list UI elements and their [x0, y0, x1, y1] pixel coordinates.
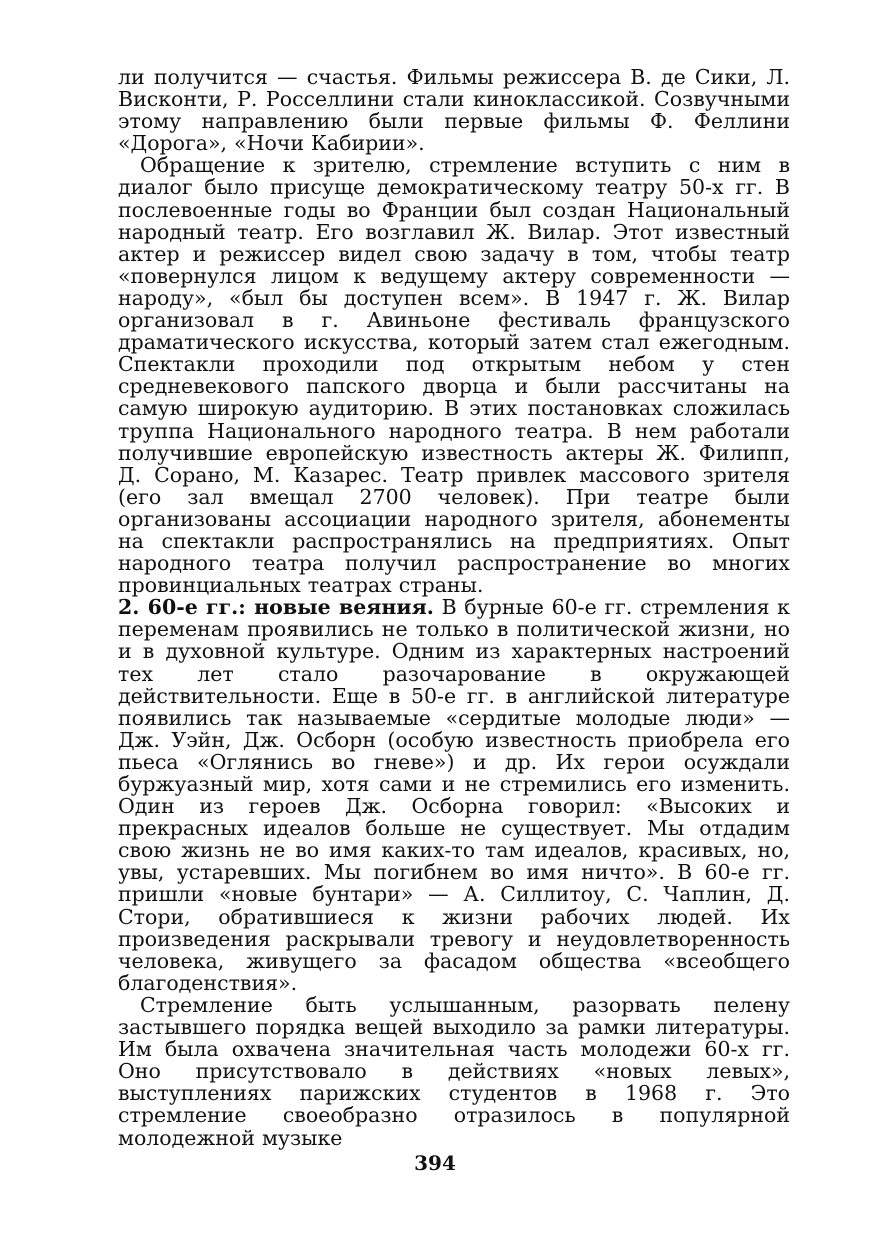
paragraph-1: ли получится — счастья. Фильмы режиссера В. де Сики, Л. Висконти, Р. Росселлини стали киноклассикой. Созвучными этому направлению были первые фильмы Ф. Феллини «Дорога», «Ночи Кабирии». [118, 65, 790, 156]
paragraph-3 [118, 596, 790, 994]
paragraph-3-text: В бурные 60-е гг. стремления к переменам проявились не только в политической жизни, но и в духовной культуре. Одним из характерных настроений тех лет стало разочарование в окружающей действительности. Еще в 50-е гг. в английской литературе появились так называемые «сердитые молодые люди» — Дж. Уэйн, Дж. Осборн (особую известность приобрела его пьеса «Оглянись во гневе») и др. Их герои осуждали буржуазный мир, хотя сами и не стремились его изменить. Один из героев Дж. Осборна говорил: «Высоких и прекрасных идеалов больше не существует. Мы отдадим свою жизнь не во имя каких-то там идеалов, красивых, но, увы, устаревших. Мы погибнем во имя ничто». В 60-е гг. пришли «новые бунтари» — А. Силлитоу, С. Чаплин, Д. Стори, обратившиеся к жизни рабочих людей. Их произведения раскрывали тревогу и неудовлетворенность человека, живущего за фасадом общества «всеобщего благоденствия». [118, 595, 790, 995]
page-body [118, 66, 790, 1149]
paragraph-4: Стремление быть услышанным, разорвать пелену застывшего порядка вещей выходило за рамки литературы. Им была охвачена значительная часть молодежи 60-х гг. Оно присутствовало в действиях «новых левых», выступлениях парижских студентов в 1968 г. Это стремление своеобразно отразилось в популярной молодежной музыке [118, 992, 790, 1150]
section-heading: 2. 60-е гг.: новые веяния. [118, 595, 434, 620]
page-number: 394 [414, 1151, 456, 1175]
paragraph-2: Обращение к зрителю, стремление вступить с ним в диалог было присуще демократическому театру 50-х гг. В послевоенные годы во Франции был создан Национальный народный театр. Его возглавил Ж. Вилар. Этот известный актер и режиссер видел свою задачу в том, чтобы театр «повернулся лицом к ведущему актеру современности — народу», «был бы доступен всем». В 1947 г. Ж. Вилар организовал в г. Авиньоне фестиваль французского драматического искусства, который затем стал ежегодным. Спектакли проходили под открытым небом у стен средневекового папского дворца и были рассчитаны на самую широкую аудиторию. В этих постановках сложилась труппа Национального народного театра. В нем работали получившие европейскую известность актеры Ж. Филипп, Д. Сорано, М. Казарес. Театр привлек массового зрителя (его зал вмещал 2700 человек). При театре были организованы ассоциации народного зрителя, абонементы на спектакли распространялись на предприятиях. Опыт народного театра получил распространение во многих провинциальных театрах страны. [118, 153, 790, 598]
